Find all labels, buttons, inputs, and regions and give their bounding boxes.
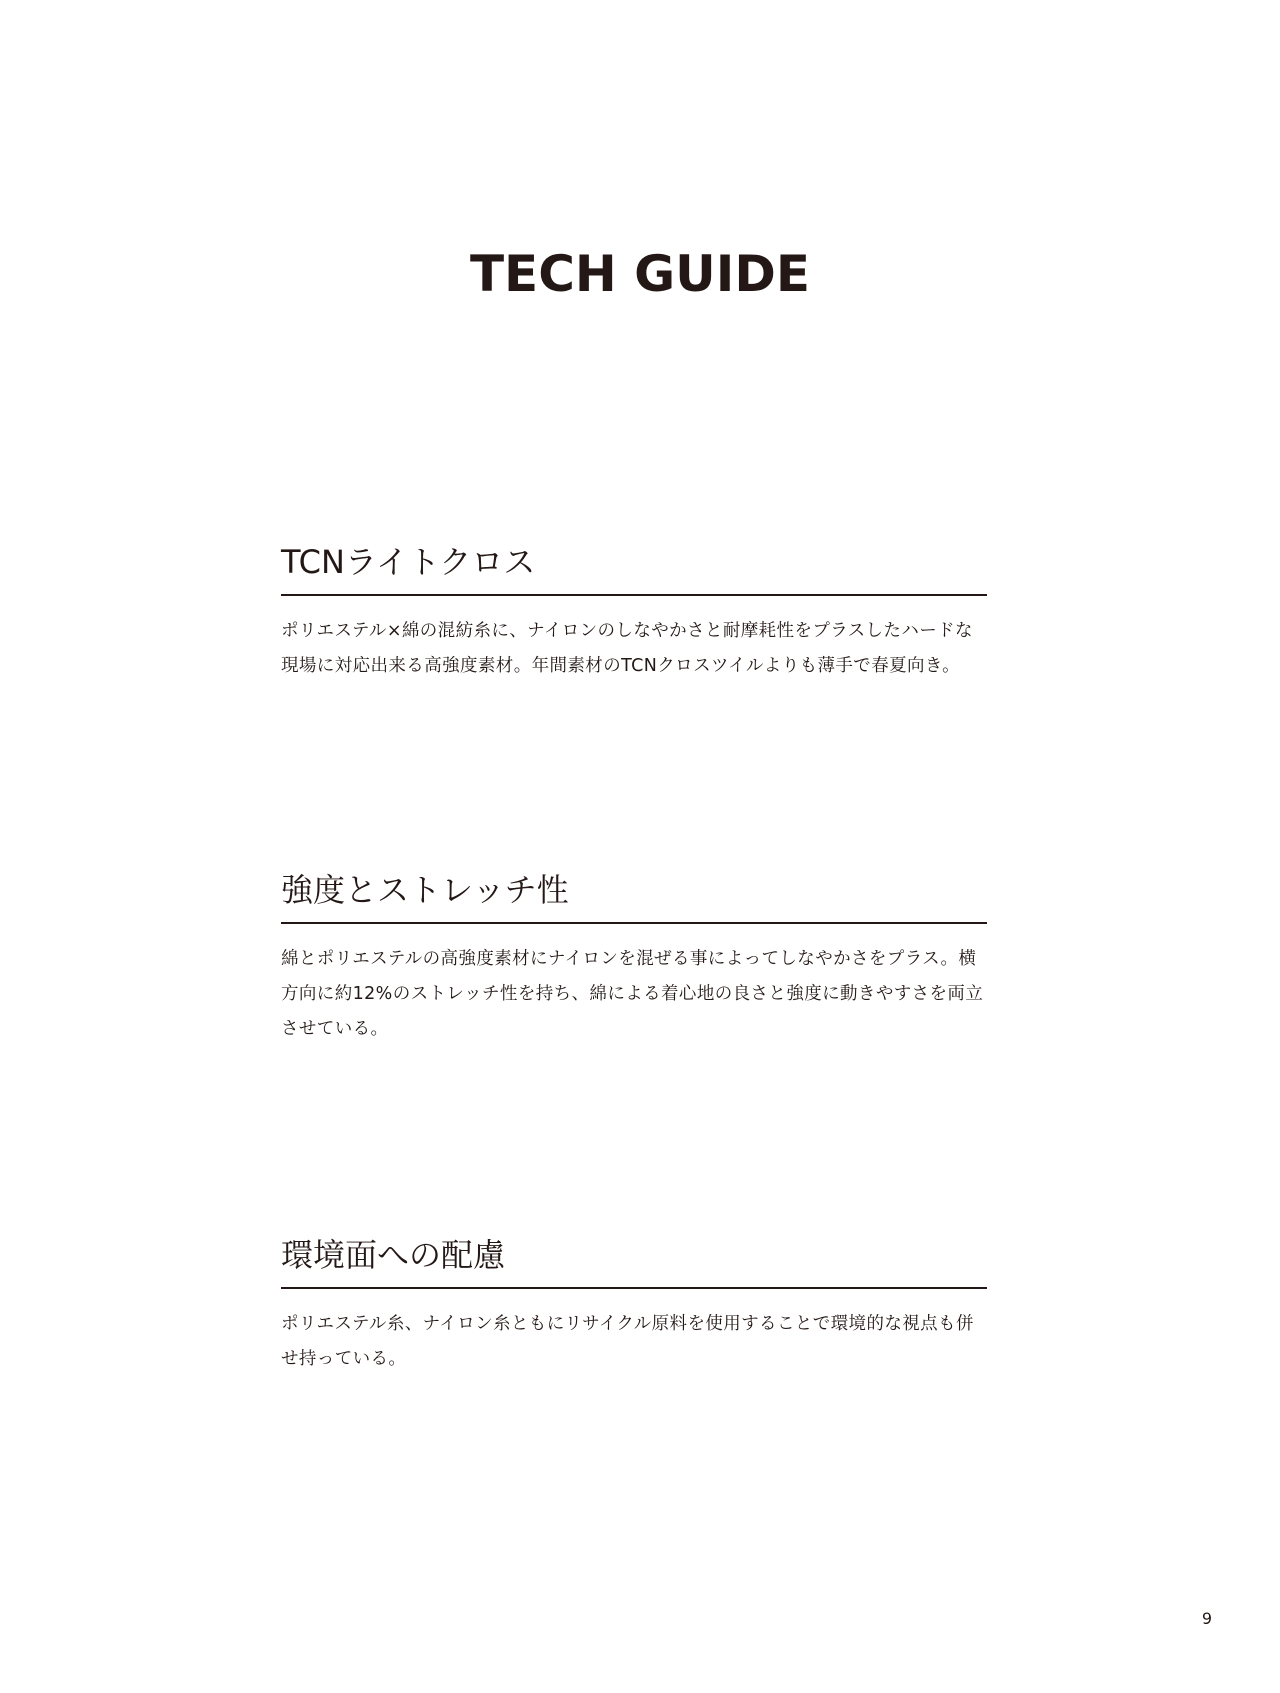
section-body: 綿とポリエステルの高強度素材にナイロンを混ぜる事によってしなやかさをプラス。横方向に約12%のストレッチ性を持ち、綿による着心地の良さと強度に動きやすさを両立させている。 — [281, 949, 984, 1039]
page-number: 9 — [1201, 1609, 1213, 1628]
section-body: ポリエステル糸、ナイロン糸ともにリサイクル原料を使用することで環境的な視点も併せ持っている。 — [281, 1314, 974, 1369]
section-body: ポリエステル×綿の混紡糸に、ナイロンのしなやかさと耐摩耗性をプラスしたハードな現場に対応出来る高強度素材。年間素材のTCNクロスツイルよりも薄手で春夏向き。 — [281, 621, 973, 676]
section-heading: TCNライトクロス — [281, 540, 987, 596]
page-title: TECH GUIDE — [469, 245, 811, 303]
section-strength-stretch — [281, 868, 987, 1047]
section-heading: 環境面への配慮 — [281, 1233, 987, 1289]
section-tcn-light-cloth — [281, 540, 987, 684]
section-heading: 強度とストレッチ性 — [281, 868, 987, 924]
section-environment — [281, 1233, 987, 1377]
